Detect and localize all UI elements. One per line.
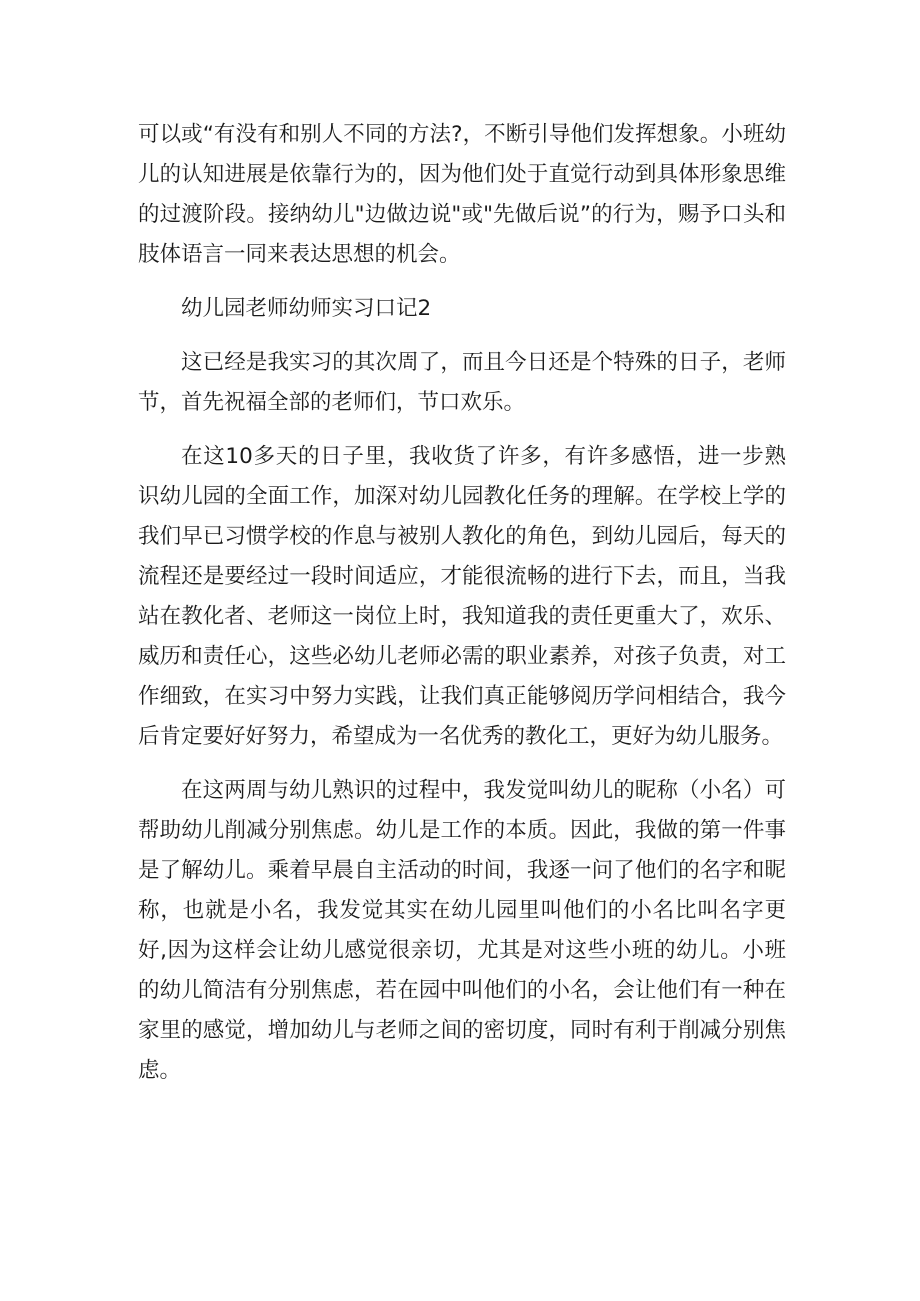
- paragraph: 在这10多天的日子里，我收货了许多，有许多感悟，进一步熟识幼儿园的全面工作，加深对幼儿园教化任务的理解。在学校上学的我们早已习惯学校的作息与被别人教化的角色，到幼儿园后，每天的流程还是要经过一段时间适应，才能很流畅的进行下去，而且，当我站在教化者、老师这一岗位上时，我知道我的责任更重大了，欢乐、威历和责任心，这些必幼儿老师必需的职业素养，对孩子负责，对工作细致，在实习中努力实践，让我们真正能够阅历学问相结合，我今后肯定要好好努力，希望成为一名优秀的教化工，更好为幼儿服务。: [138, 444, 786, 749]
- paragraph: 这已经是我实习的其次周了，而且今日还是个特殊的日子，老师节，首先祝福全部的老师们，节口欢乐。: [138, 350, 786, 415]
- paragraph: 在这两周与幼儿熟识的过程中，我发觉叫幼儿的昵称（小名）可帮助幼儿削减分别焦虑。幼儿是工作的本质。因此，我做的第一件事是了解幼儿。乘着早晨自主活动的时间，我逐一问了他们的名字和昵称，也就是小名，我发觉其实在幼儿园里叫他们的小名比叫名字更好,因为这样会让幼儿感觉很亲切，尤其是对这些小班的幼儿。小班的幼儿简洁有分别焦虑，若在园中叫他们的小名，会让他们有一种在家里的感觉，增加幼儿与老师之间的密切度，同时有利于削减分别焦虑。: [138, 778, 786, 1083]
- document-body: [138, 115, 786, 1105]
- paragraph-continuation: 可以或“有没有和别人不同的方法?，不断引导他们发挥想象。小班幼儿的认知进展是依靠行为的，因为他们处于直觉行动到具体形象思维的过渡阶段。接纳幼儿"边做边说"或"先做后说”的行为，赐予口头和肢体语言一同来表达思想的机会。: [138, 122, 786, 267]
- section-heading: 幼儿园老师幼师实习口记2: [181, 296, 432, 321]
